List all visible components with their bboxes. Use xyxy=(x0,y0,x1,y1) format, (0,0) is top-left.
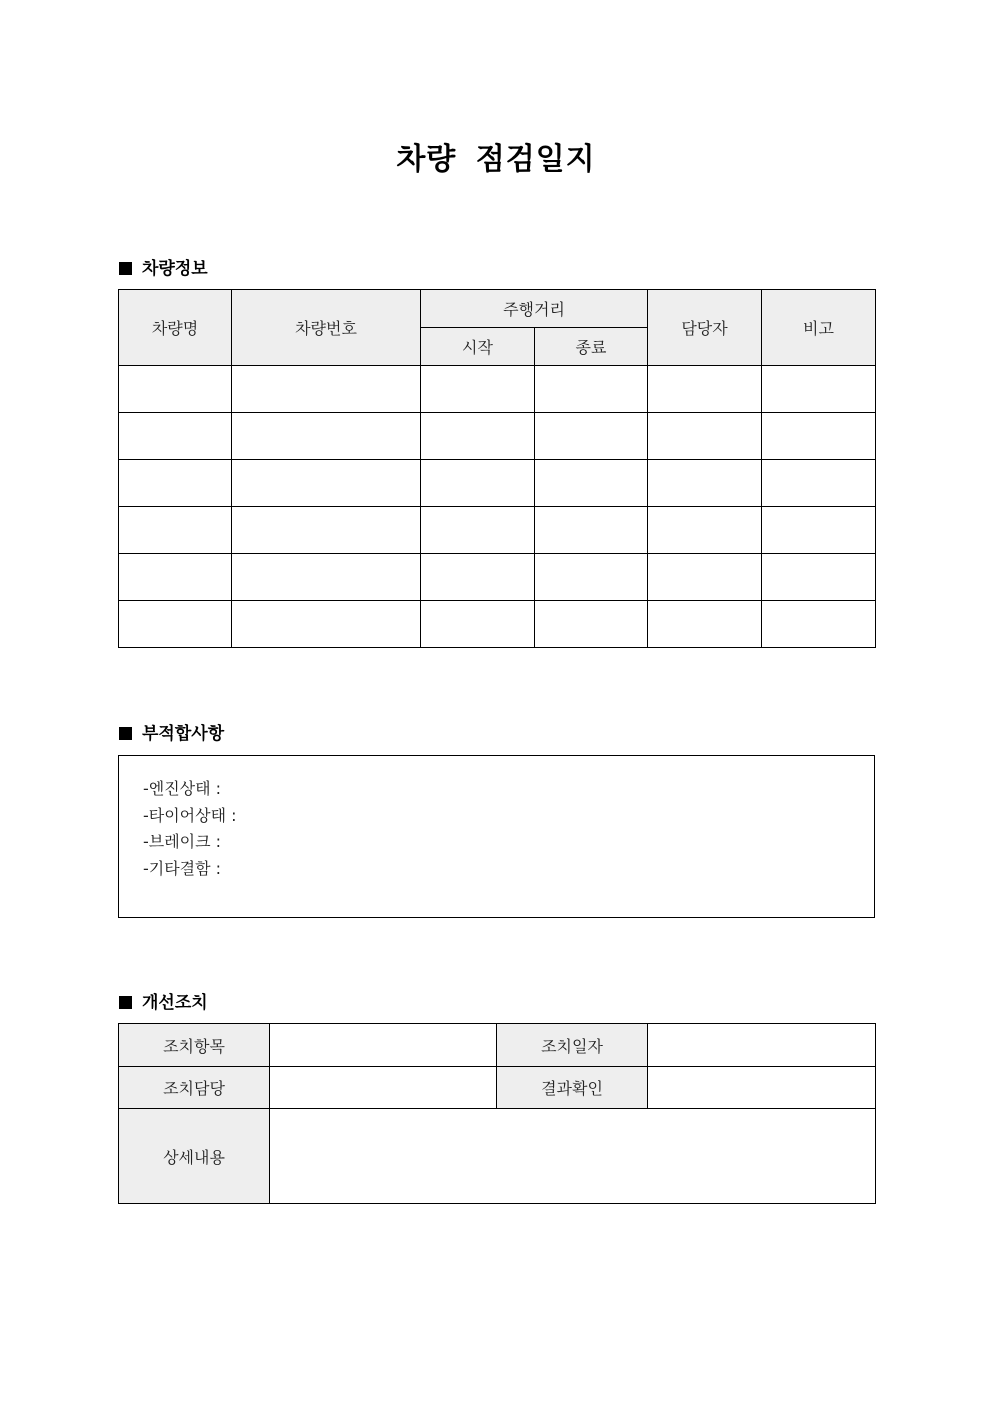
vehicle-name-cell[interactable] xyxy=(119,413,232,460)
vehicle-name-cell[interactable] xyxy=(119,554,232,601)
mileage-start-cell[interactable] xyxy=(421,601,535,648)
table-row xyxy=(119,554,876,601)
square-bullet-icon xyxy=(119,262,132,275)
header-mileage-start: 시작 xyxy=(421,328,535,366)
manager-cell[interactable] xyxy=(648,554,762,601)
header-vehicle-name: 차량명 xyxy=(119,290,232,366)
mileage-start-cell[interactable] xyxy=(421,554,535,601)
table-row xyxy=(119,507,876,554)
mileage-start-cell[interactable] xyxy=(421,413,535,460)
vehicle-number-cell[interactable] xyxy=(232,554,421,601)
vehicle-name-cell[interactable] xyxy=(119,460,232,507)
vehicle-number-cell[interactable] xyxy=(232,460,421,507)
mileage-end-cell[interactable] xyxy=(535,460,648,507)
vehicle-number-cell[interactable] xyxy=(232,366,421,413)
header-manager: 담당자 xyxy=(648,290,762,366)
manager-cell[interactable] xyxy=(648,601,762,648)
mileage-end-cell[interactable] xyxy=(535,601,648,648)
table-row xyxy=(119,366,876,413)
vehicle-number-cell[interactable] xyxy=(232,601,421,648)
action-item-label: 조치항목 xyxy=(119,1024,270,1067)
section-label: 차량정보 xyxy=(142,259,208,279)
header-mileage: 주행거리 xyxy=(421,290,648,328)
action-date-label: 조치일자 xyxy=(497,1024,648,1067)
table-row xyxy=(119,460,876,507)
mileage-end-cell[interactable] xyxy=(535,366,648,413)
manager-cell[interactable] xyxy=(648,460,762,507)
square-bullet-icon xyxy=(119,727,132,740)
section-title-vehicle-info xyxy=(119,254,208,279)
vehicle-number-cell[interactable] xyxy=(232,507,421,554)
nonconformity-brake: -브레이크 : xyxy=(143,832,222,851)
section-title-improvement xyxy=(119,988,208,1013)
vehicle-name-cell[interactable] xyxy=(119,601,232,648)
section-label: 개선조치 xyxy=(142,993,208,1013)
header-note: 비고 xyxy=(762,290,876,366)
note-cell[interactable] xyxy=(762,601,876,648)
nonconformity-engine: -엔진상태 : xyxy=(143,779,222,798)
manager-cell[interactable] xyxy=(648,366,762,413)
section-title-nonconformity xyxy=(119,719,224,744)
mileage-start-cell[interactable] xyxy=(421,507,535,554)
square-bullet-icon xyxy=(119,996,132,1009)
detail-label: 상세내용 xyxy=(119,1109,270,1204)
result-check-label: 결과확인 xyxy=(497,1067,648,1109)
section-label: 부적합사항 xyxy=(142,724,225,744)
manager-cell[interactable] xyxy=(648,413,762,460)
note-cell[interactable] xyxy=(762,460,876,507)
note-cell[interactable] xyxy=(762,554,876,601)
mileage-end-cell[interactable] xyxy=(535,507,648,554)
note-cell[interactable] xyxy=(762,507,876,554)
note-cell[interactable] xyxy=(762,413,876,460)
vehicle-name-cell[interactable] xyxy=(119,366,232,413)
nonconformity-tire: -타이어상태 : xyxy=(143,806,237,825)
header-vehicle-number: 차량번호 xyxy=(232,290,421,366)
action-manager-field[interactable] xyxy=(270,1067,497,1109)
mileage-start-cell[interactable] xyxy=(421,460,535,507)
header-mileage-end: 종료 xyxy=(535,328,648,366)
detail-field[interactable] xyxy=(270,1109,876,1204)
table-row xyxy=(119,413,876,460)
mileage-end-cell[interactable] xyxy=(535,554,648,601)
vehicle-name-cell[interactable] xyxy=(119,507,232,554)
vehicle-number-cell[interactable] xyxy=(232,413,421,460)
mileage-end-cell[interactable] xyxy=(535,413,648,460)
action-item-field[interactable] xyxy=(270,1024,497,1067)
action-manager-label: 조치담당 xyxy=(119,1067,270,1109)
table-row xyxy=(119,601,876,648)
nonconformity-box[interactable] xyxy=(118,755,875,918)
improvement-table xyxy=(118,1023,876,1204)
result-check-field[interactable] xyxy=(648,1067,876,1109)
nonconformity-other: -기타결함 : xyxy=(143,859,222,878)
vehicle-info-rows xyxy=(119,366,876,648)
manager-cell[interactable] xyxy=(648,507,762,554)
mileage-start-cell[interactable] xyxy=(421,366,535,413)
vehicle-info-table xyxy=(118,289,876,648)
note-cell[interactable] xyxy=(762,366,876,413)
action-date-field[interactable] xyxy=(648,1024,876,1067)
page-title: 차량 점검일지 xyxy=(396,142,596,177)
